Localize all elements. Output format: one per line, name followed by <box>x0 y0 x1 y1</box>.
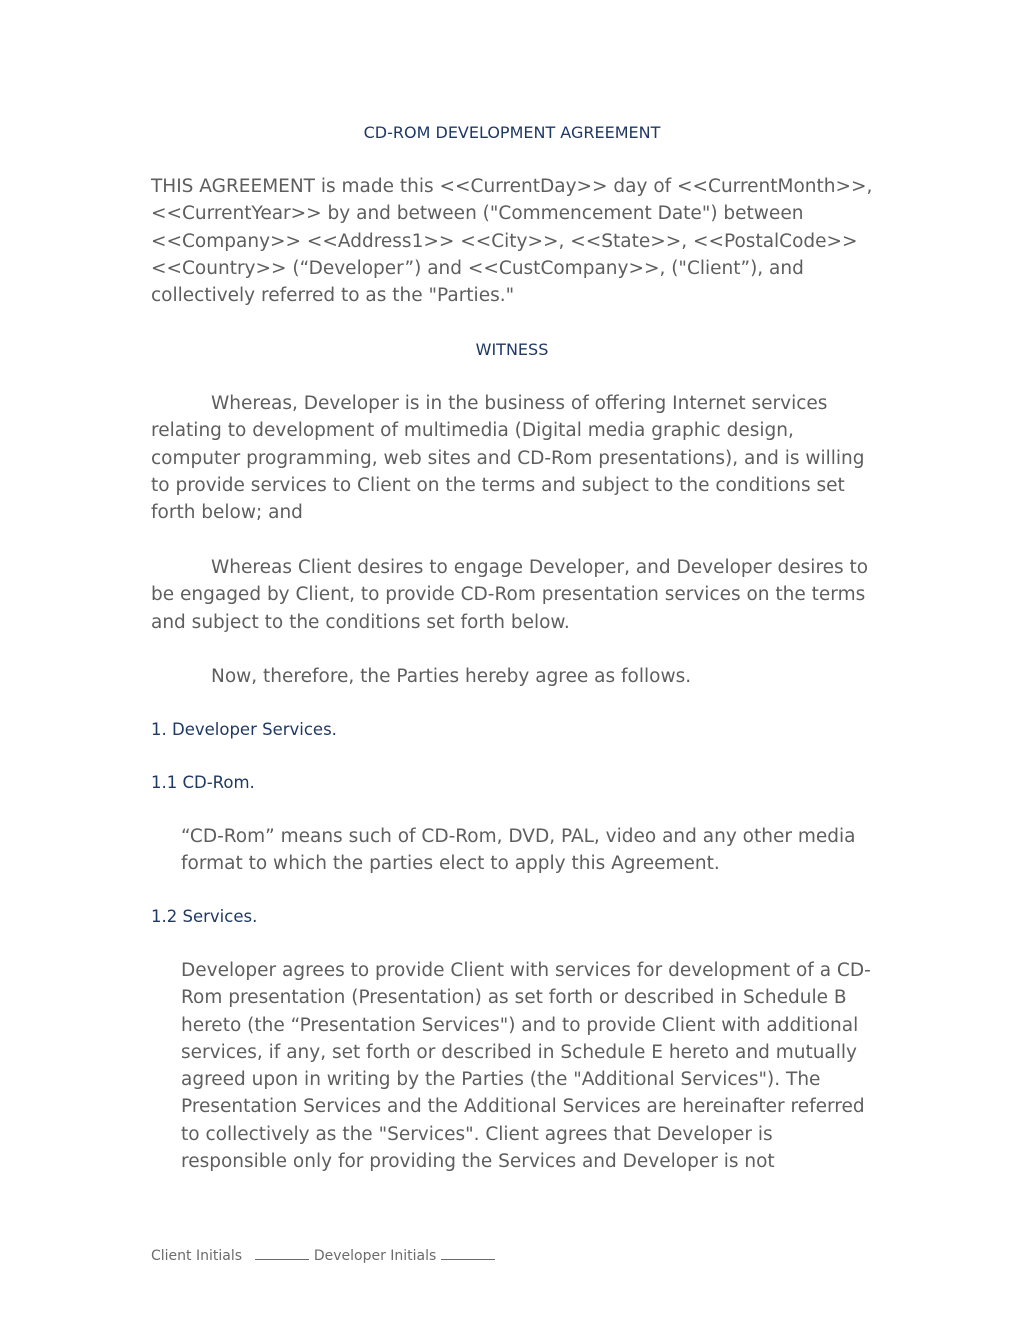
developer-initials-label: Developer Initials <box>313 1248 437 1264</box>
now-therefore-paragraph: Now, therefore, the Parties hereby agree as follows. <box>211 666 692 687</box>
section-1-1-heading: 1.1 CD-Rom. <box>151 773 255 792</box>
intro-paragraph: THIS AGREEMENT is made this <<CurrentDay>> day of <<CurrentMonth>>, <<CurrentYear>> by and between ("Commencement Date") between <<Company>> <<Address1>> <<City>>, <<State>>, <<PostalCode>> <<Country>> (“Developer”) and <<CustCompany>>, ("Client”), and collectively referred to as the "Parties." <box>151 176 873 307</box>
whereas-paragraph-1: Whereas, Developer is in the business of offering Internet services relating to development of multimedia (Digital media graphic design, computer programming, web sites and CD-Rom presentations), and is willing to provide services to Client on the terms and subject to the conditions set forth below; and <box>151 393 865 524</box>
section-1-heading: 1. Developer Services. <box>151 720 337 739</box>
client-initials-blank <box>255 1246 309 1260</box>
witness-heading: WITNESS <box>475 340 549 359</box>
document-title: CD-ROM DEVELOPMENT AGREEMENT <box>363 123 661 142</box>
whereas-paragraph-2: Whereas Client desires to engage Developer, and Developer desires to be engaged by Client, to provide CD-Rom presentation services on the terms and subject to the conditions set forth below. <box>151 557 869 633</box>
developer-initials-blank <box>441 1246 495 1260</box>
section-1-1-text: “CD-Rom” means such of CD-Rom, DVD, PAL, video and any other media format to which the parties elect to apply this Agreement. <box>181 826 856 875</box>
client-initials-label: Client Initials <box>151 1248 243 1264</box>
section-1-2-heading: 1.2 Services. <box>151 907 258 926</box>
section-1-2-text: Developer agrees to provide Client with services for development of a CD-Rom presentation (Presentation) as set forth or described in Schedule B hereto (the “Presentation Services") and to provide Client with additional services, if any, set forth or described in Schedule E hereto and mutually agreed upon in writing by the Parties (the "Additional Services"). The Presentation Services and the Additional Services are hereinafter referred to collectively as the "Services". Client agrees that Developer is responsible only for providing the Services and Developer is not <box>181 960 871 1173</box>
initials-footer <box>151 1246 495 1265</box>
